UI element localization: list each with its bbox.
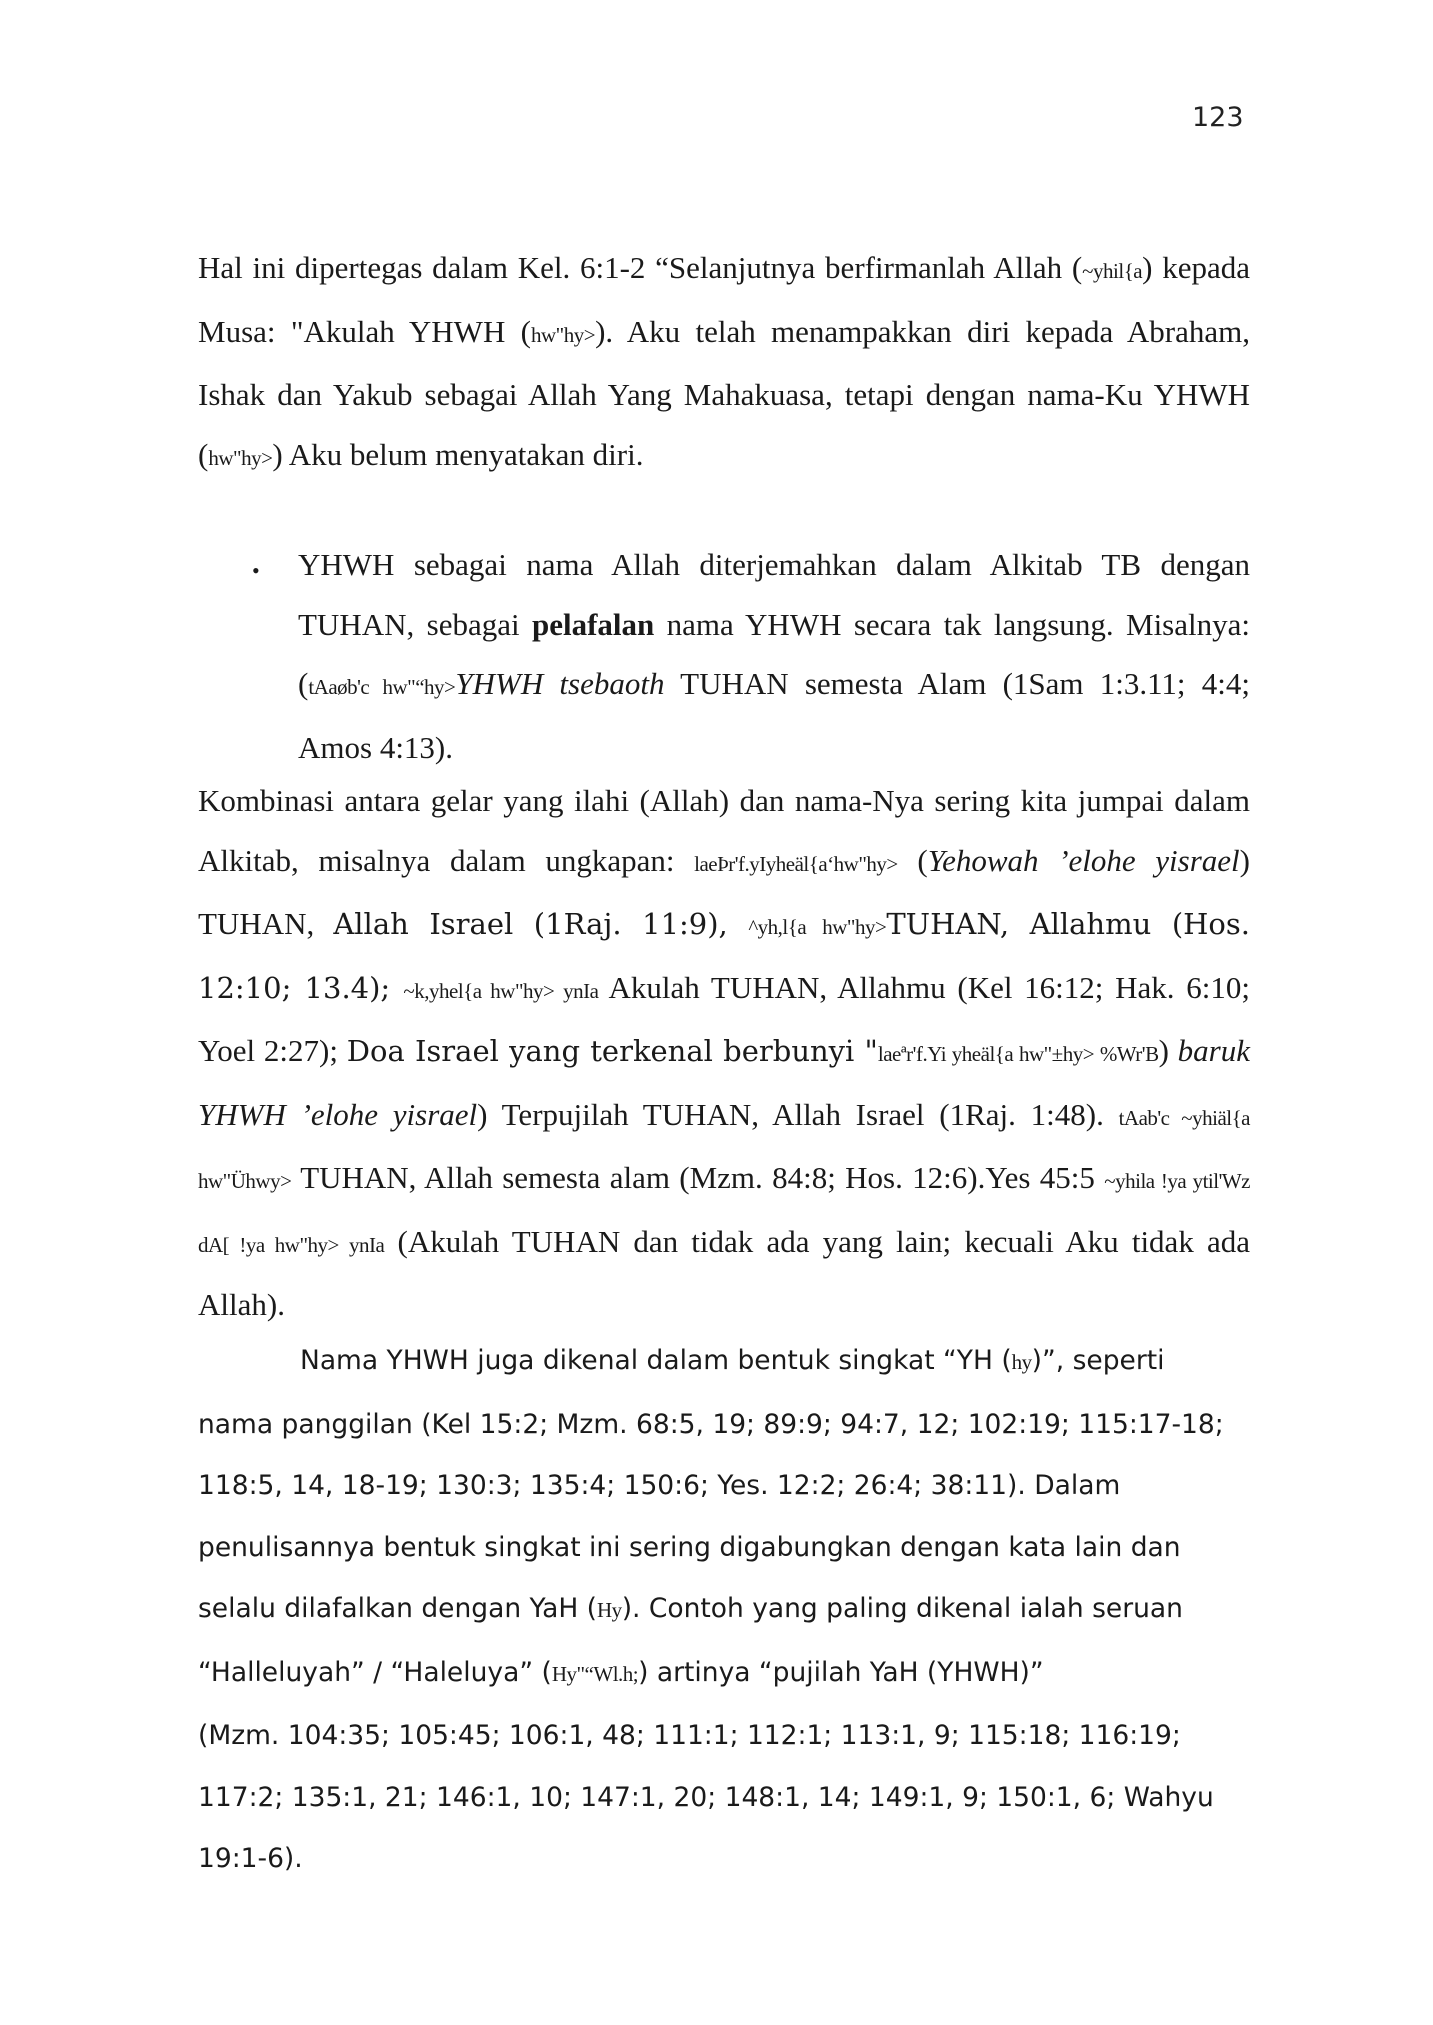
hebrew-yah: Hy [597,1598,622,1622]
hebrew-phrase: ^yh,l{a hw"hy> [748,915,887,939]
text: TUHAN, Allahmu (Hos. 12:10; 13.4); [198,907,1250,1005]
paragraph-kombinasi [198,771,1250,1335]
italic-transliteration: Yehowah ’elohe yisrael [927,842,1240,878]
text: TUHAN, Allah semesta alam (Mzm. 84:8; Hos. 12:6).Yes 45:5 [291,1160,1105,1195]
italic-transliteration: YHWH tsebaoth [455,666,665,701]
text-line: penulisannya bentuk singkat ini sering digabungkan dengan kata lain dan [198,1531,1181,1563]
text-line [198,1578,1250,1642]
page-number: 123 [1192,102,1244,133]
bold-term: pelafalan [531,606,655,642]
text: YHWH sebagai nama Allah diterjemahkan dalam Alkitab TB dengan TUHAN, sebagai [298,547,1250,642]
bullet-item [198,535,1250,777]
hebrew-phrase: ~yhila !ya ytil'Wz dA[ !ya hw"hy> ynIa [198,1169,1250,1257]
text: ). Aku telah menampakkan diri kepada Abraham, Ishak dan Yakub sebagai Allah Yang Mahakuasa, tetapi dengan nama-Ku YHWH ( [198,313,1250,472]
text: (Akulah TUHAN dan tidak ada yang lain; kecuali Aku tidak ada Allah). [198,1223,1251,1322]
hebrew-phrase: tAab'c ~yhiäl{a hw"Ühwy> [198,1105,1250,1193]
text: Nama YHWH juga dikenal dalam bentuk singkat “YH ( [300,1345,1012,1376]
text: ) kepada Musa: "Akulah YHWH ( [198,250,1250,349]
text: )”, seperti [1031,1345,1165,1376]
text: ) artinya “pujilah YaH (YHWH)” [638,1656,1044,1688]
text-line [198,1330,1250,1394]
text: ) [1158,1033,1178,1068]
text: ( [897,842,928,878]
text: “Halleluyah” / “Haleluya” ( [198,1656,552,1688]
hebrew-phrase: laeÞr'f.yIyheäl{a‘hw"hy> [694,851,898,876]
text-line: 118:5, 14, 18-19; 130:3; 135:4; 150:6; Yes. 12:2; 26:4; 38:11). Dalam [198,1470,1121,1501]
hebrew-tsebaoth: tAaøb'c hw"“hy> [308,675,456,699]
text: Allah Israel (1Raj. 11:9), [333,907,749,941]
text: ) TUHAN, [198,842,1250,941]
hebrew-yhwh: hw"hy> [530,322,596,347]
text-line: 19:1-6). [198,1843,303,1874]
text: Hal ini dipertegas dalam Kel. 6:1-2 “Selanjutnya berfirmanlah Allah ( [198,250,1083,285]
text: nama YHWH secara tak langsung. Misalnya: ( [298,606,1250,701]
text: Doa Israel yang terkenal berbunyi " [346,1034,878,1068]
italic-transliteration: baruk YHWH ’elohe yisrael [198,1033,1250,1132]
paragraph-yh [198,1330,1250,1890]
bullet-marker: • [252,558,260,583]
text-line: (Mzm. 104:35; 105:45; 106:1, 48; 111:1; 112:1; 113:1, 9; 115:18; 116:19; [198,1720,1181,1751]
text-line: 117:2; 135:1, 21; 146:1, 10; 147:1, 20; 148:1, 14; 149:1, 9; 150:1, 6; Wahyu [198,1781,1214,1813]
text: ) Terpujilah TUHAN, Allah Israel (1Raj. 1:48). [477,1096,1119,1132]
text-line: nama panggilan (Kel 15:2; Mzm. 68:5, 19; 89:9; 94:7, 12; 102:19; 115:17-18; [198,1408,1224,1440]
hebrew-yhwh: hw"hy> [208,445,273,470]
hebrew-yh: hy [1011,1350,1032,1374]
text: TUHAN semesta Alam (1Sam 1:3.11; 4:4; Amos 4:13). [298,666,1250,765]
text: ) Aku belum menyatakan diri. [272,436,644,472]
hebrew-halleluyah: Hy"“Wl.h; [551,1661,639,1686]
text: ). Contoh yang paling dikenal ialah seruan [621,1593,1183,1624]
bullet-text [298,535,1250,777]
text: Akulah TUHAN, Allahmu (Kel 16:12; Hak. 6:10; Yoel 2:27); [198,969,1250,1068]
text: selalu dilafalkan dengan YaH ( [198,1593,598,1624]
hebrew-phrase: laeªr'f.Yi yheäl{a hw"±hy> %Wr'B [877,1042,1159,1066]
text-line [198,1642,1250,1706]
text: Kombinasi antara gelar yang ilahi (Allah) dan nama-Nya sering kita jumpai dalam Alkitab, misalnya dalam ungkapan: [198,783,1250,878]
hebrew-elohim: ~yhil{a [1082,259,1143,283]
hebrew-phrase: ~k,yhel{a hw"hy> ynIa [403,978,599,1003]
paragraph-kel-6 [198,238,1250,488]
